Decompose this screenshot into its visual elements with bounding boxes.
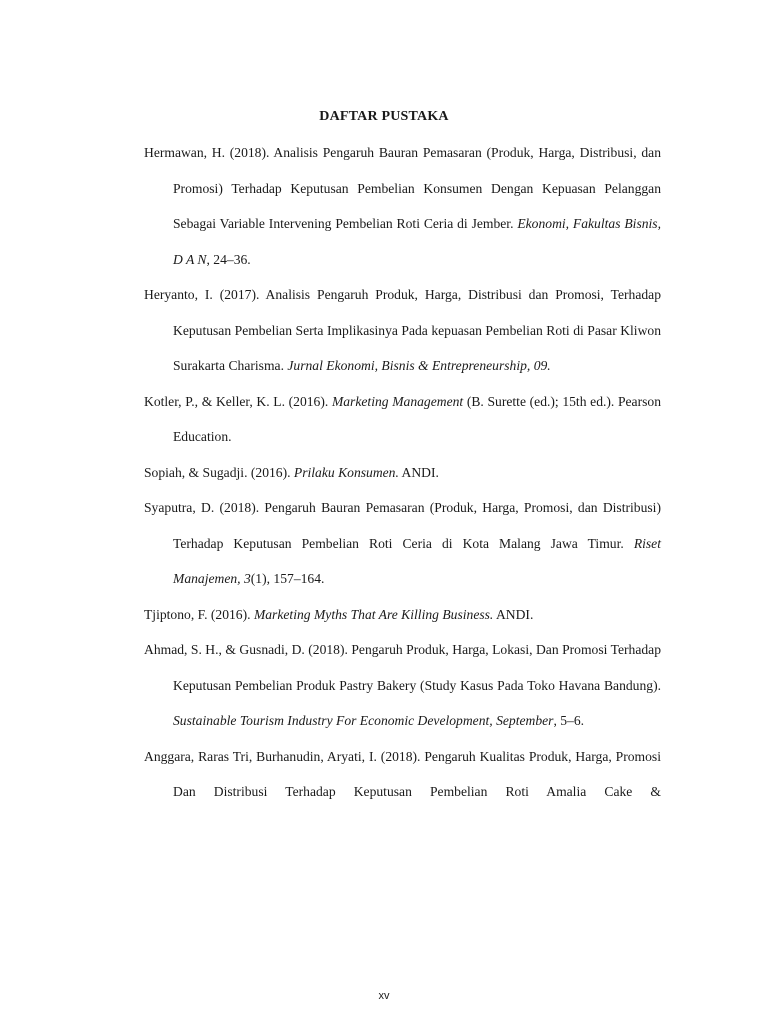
reference-text: Heryanto, I. (2017). Analisis Pengaruh Produk, Harga, Distribusi dan Promosi, Terhadap Keputusan Pembelian Serta Implikasinya Pada kepuasan Pembelian Roti di Pasar Kliwon Surakarta Charisma. [144,287,661,373]
reference-entry [144,597,661,633]
reference-details: , 24–36. [206,251,251,267]
reference-entry [144,455,661,491]
reference-entry [144,135,661,277]
reference-source: Jurnal Ekonomi, Bisnis & Entrepreneurship, 09. [287,358,551,373]
reference-details: ANDI. [398,464,439,480]
reference-list [144,135,661,810]
reference-entry [144,490,661,597]
reference-details: , 5–6. [553,713,585,728]
reference-source: Marketing Myths That Are Killing Business. [253,606,494,622]
reference-entry [144,277,661,384]
reference-entry [144,384,661,455]
reference-text: Kotler, P., & Keller, K. L. (2016). [144,393,332,409]
reference-text: Syaputra, D. (2018). Pengaruh Bauran Pemasaran (Produk, Harga, Promosi, dan Distribusi) Terhadap Keputusan Pembelian Roti Ceria di Kota Malang Jawa Timur. [144,500,661,551]
reference-text: Hermawan, H. (2018). Analisis Pengaruh Bauran Pemasaran (Produk, Harga, Distribusi, dan Promosi) Terhadap Keputusan Pembelian Konsumen Dengan Kepuasan Pelanggan Sebagai Variable Intervening Pembelian Roti Ceria di Jember. [144,145,661,231]
reference-text: Anggara, Raras Tri, Burhanudin, Aryati, I. (2018). Pengaruh Kualitas Produk, Harga, Promosi Dan Distribusi Terhadap Keputusan Pembelian Roti Amalia Cake & [144,748,661,799]
reference-text: Ahmad, S. H., & Gusnadi, D. (2018). Pengaruh Produk, Harga, Lokasi, Dan Promosi Terhadap Keputusan Pembelian Produk Pastry Bakery (Study Kasus Pada Toko Havana Bandung). [144,642,661,693]
page-title: DAFTAR PUSTAKA [319,109,449,124]
reference-source: Riset Manajemen, 3 [173,535,661,586]
reference-source: Ekonomi, Fakultas Bisnis, D A N [173,216,661,267]
reference-text: Sopiah, & Sugadji. (2016). [144,464,294,480]
reference-details: ANDI. [493,606,534,622]
reference-entry [144,739,661,810]
reference-text: Tjiptono, F. (2016). [144,606,254,622]
reference-details: (B. Surette (ed.); 15th ed.). Pearson Education. [173,393,662,444]
page-number: xv [378,990,390,1002]
reference-details: (1), 157–164. [250,571,325,586]
reference-source: Sustainable Tourism Industry For Economic Development, September [173,713,554,728]
reference-entry [144,632,661,739]
reference-source: Prilaku Konsumen. [293,464,399,480]
reference-source: Marketing Management [331,393,464,409]
